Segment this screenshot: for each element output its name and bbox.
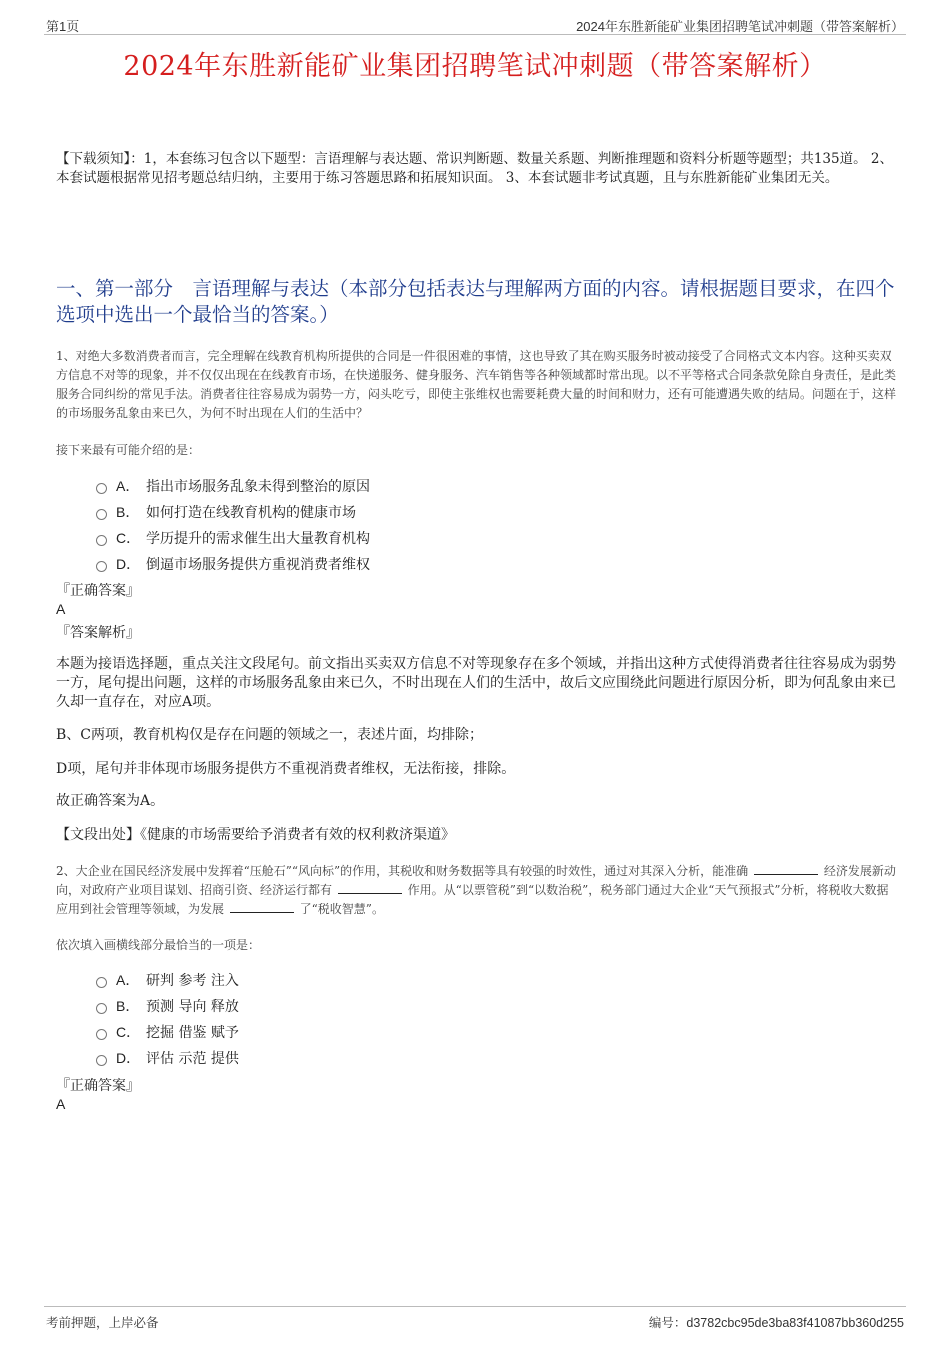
q2-option-d[interactable]	[96, 1045, 239, 1071]
option-text: 研判 参考 注入	[146, 973, 239, 989]
footer-slogan: 考前押题，上岸必备	[46, 1316, 159, 1330]
option-text: 预测 导向 释放	[146, 999, 239, 1015]
q1-answer: A	[56, 601, 66, 617]
option-letter: C．	[116, 1024, 141, 1040]
option-text: 学历提升的需求催生出大量教育机构	[146, 531, 370, 547]
page-number: 第1页	[46, 19, 80, 34]
fill-blank[interactable]	[338, 881, 402, 894]
question-2-prompt: 依次填入画横线部分最恰当的一项是：	[56, 938, 261, 952]
section-title: 一、第一部分 言语理解与表达（本部分包括表达与理解两方面的内容。请根据题目要求，在四个选项中选出一个最恰当的答案。）	[56, 277, 895, 326]
fill-blank[interactable]	[230, 900, 294, 913]
radio-icon[interactable]	[96, 535, 107, 546]
option-text: 如何打造在线教育机构的健康市场	[146, 505, 356, 521]
q2-text-part: 经济发展新动向，对政府产业项目谋划、招商引资、经济运行都有	[56, 864, 896, 897]
q2-option-b[interactable]	[96, 993, 239, 1019]
option-letter: A．	[116, 972, 140, 988]
download-notice: 【下载须知】：1，本套练习包含以下题型：言语理解与表达题、常识判断题、数量关系题、判断推理题和资料分析题等题型；共135道。 2、本套试题根据常见招考题总结归纳，主要用于练习答题思路和拓展知识面。 3、本套试题非考试真题，且与东胜新能矿业集团无关。	[56, 151, 893, 186]
option-text: 倒逼市场服务提供方重视消费者维权	[146, 557, 370, 573]
q1-analysis-paragraph: 本题为接语选择题，重点关注文段尾句。前文指出买卖双方信息不对等现象存在多个领域，并指出这种方式使得消费者往往容易成为弱势一方，尾句提出问题，这样的市场服务乱象由来已久，不时出现在人们的生活中，故后文应围绕此问题进行原因分析，即为何乱象由来已久却一直存在，对应A项。	[56, 656, 896, 710]
q1-answer-label: 『正确答案』	[56, 583, 140, 599]
q1-option-b[interactable]	[96, 499, 370, 525]
option-text: 挖掘 借鉴 赋予	[146, 1025, 239, 1041]
question-2-text	[56, 862, 898, 919]
q1-analysis-label: 『答案解析』	[56, 625, 140, 641]
q2-text-part: 作用。从“以票管税”到“以数治税”，税务部门通过大企业“天气预报式”分析，将税收大数据应用到社会管理等领域，为发展	[56, 883, 889, 916]
q1-analysis-paragraph: D项，尾句并非体现市场服务提供方不重视消费者维权，无法衔接，排除。	[56, 761, 516, 777]
q2-text-part: 2、大企业在国民经济发展中发挥着“压舱石”“风向标”的作用，其税收和财务数据等具有较强的时效性，通过对其深入分析，能准确	[56, 864, 749, 878]
q1-analysis-paragraph: 故正确答案为A。	[56, 793, 165, 809]
radio-icon[interactable]	[96, 1055, 107, 1066]
q1-option-d[interactable]	[96, 551, 370, 577]
document-title: 2024年东胜新能矿业集团招聘笔试冲刺题（带答案解析）	[123, 51, 827, 82]
option-letter: D．	[116, 556, 141, 572]
q2-text-part: 了“税收智慧”。	[299, 902, 384, 916]
page-header	[44, 14, 906, 35]
q2-answer: A	[56, 1096, 66, 1112]
option-text: 指出市场服务乱象未得到整治的原因	[146, 479, 370, 495]
q2-answer-label: 『正确答案』	[56, 1078, 140, 1094]
radio-icon[interactable]	[96, 1003, 107, 1014]
option-letter: B．	[116, 998, 140, 1014]
option-text: 评估 示范 提供	[146, 1051, 239, 1067]
question-1-options	[96, 473, 370, 577]
q2-option-a[interactable]	[96, 967, 239, 993]
q2-option-c[interactable]	[96, 1019, 239, 1045]
q1-source: 【文段出处】《健康的市场需要给予消费者有效的权利救济渠道》	[56, 827, 455, 843]
q1-option-a[interactable]	[96, 473, 370, 499]
q1-analysis-paragraph: B、C两项，教育机构仅是存在问题的领域之一，表述片面，均排除；	[56, 727, 483, 743]
page-footer	[44, 1306, 906, 1331]
radio-icon[interactable]	[96, 977, 107, 988]
header-doc-title: 2024年东胜新能矿业集团招聘笔试冲刺题（带答案解析）	[576, 19, 904, 34]
option-letter: C．	[116, 530, 141, 546]
option-letter: A．	[116, 478, 140, 494]
option-letter: D．	[116, 1050, 141, 1066]
radio-icon[interactable]	[96, 561, 107, 572]
option-letter: B．	[116, 504, 140, 520]
radio-icon[interactable]	[96, 483, 107, 494]
q1-option-c[interactable]	[96, 525, 370, 551]
document-id: 编号：d3782cbc95de3ba83f41087bb360d255	[648, 1316, 904, 1330]
question-1-prompt: 接下来最有可能介绍的是：	[56, 443, 201, 457]
fill-blank[interactable]	[754, 862, 818, 875]
radio-icon[interactable]	[96, 509, 107, 520]
radio-icon[interactable]	[96, 1029, 107, 1040]
question-1-text: 1、对绝大多数消费者而言，完全理解在线教育机构所提供的合同是一件很困难的事情，这也导致了其在购买服务时被动接受了合同格式文本内容。这种买卖双方信息不对等的现象，并不仅仅出现在在线教育市场，在快递服务、健身服务、汽车销售等各种领域都时常出现。以不平等格式合同条款免除自身责任，是此类服务合同纠纷的常见手法。消费者往往容易成为弱势一方，闷头吃亏，即使主张维权也需要耗费大量的时间和财力，还有可能遭遇失败的结局。问题在于，这样的市场服务乱象由来已久，为何不时出现在人们的生活中？	[56, 349, 897, 420]
question-2-options	[96, 967, 239, 1071]
